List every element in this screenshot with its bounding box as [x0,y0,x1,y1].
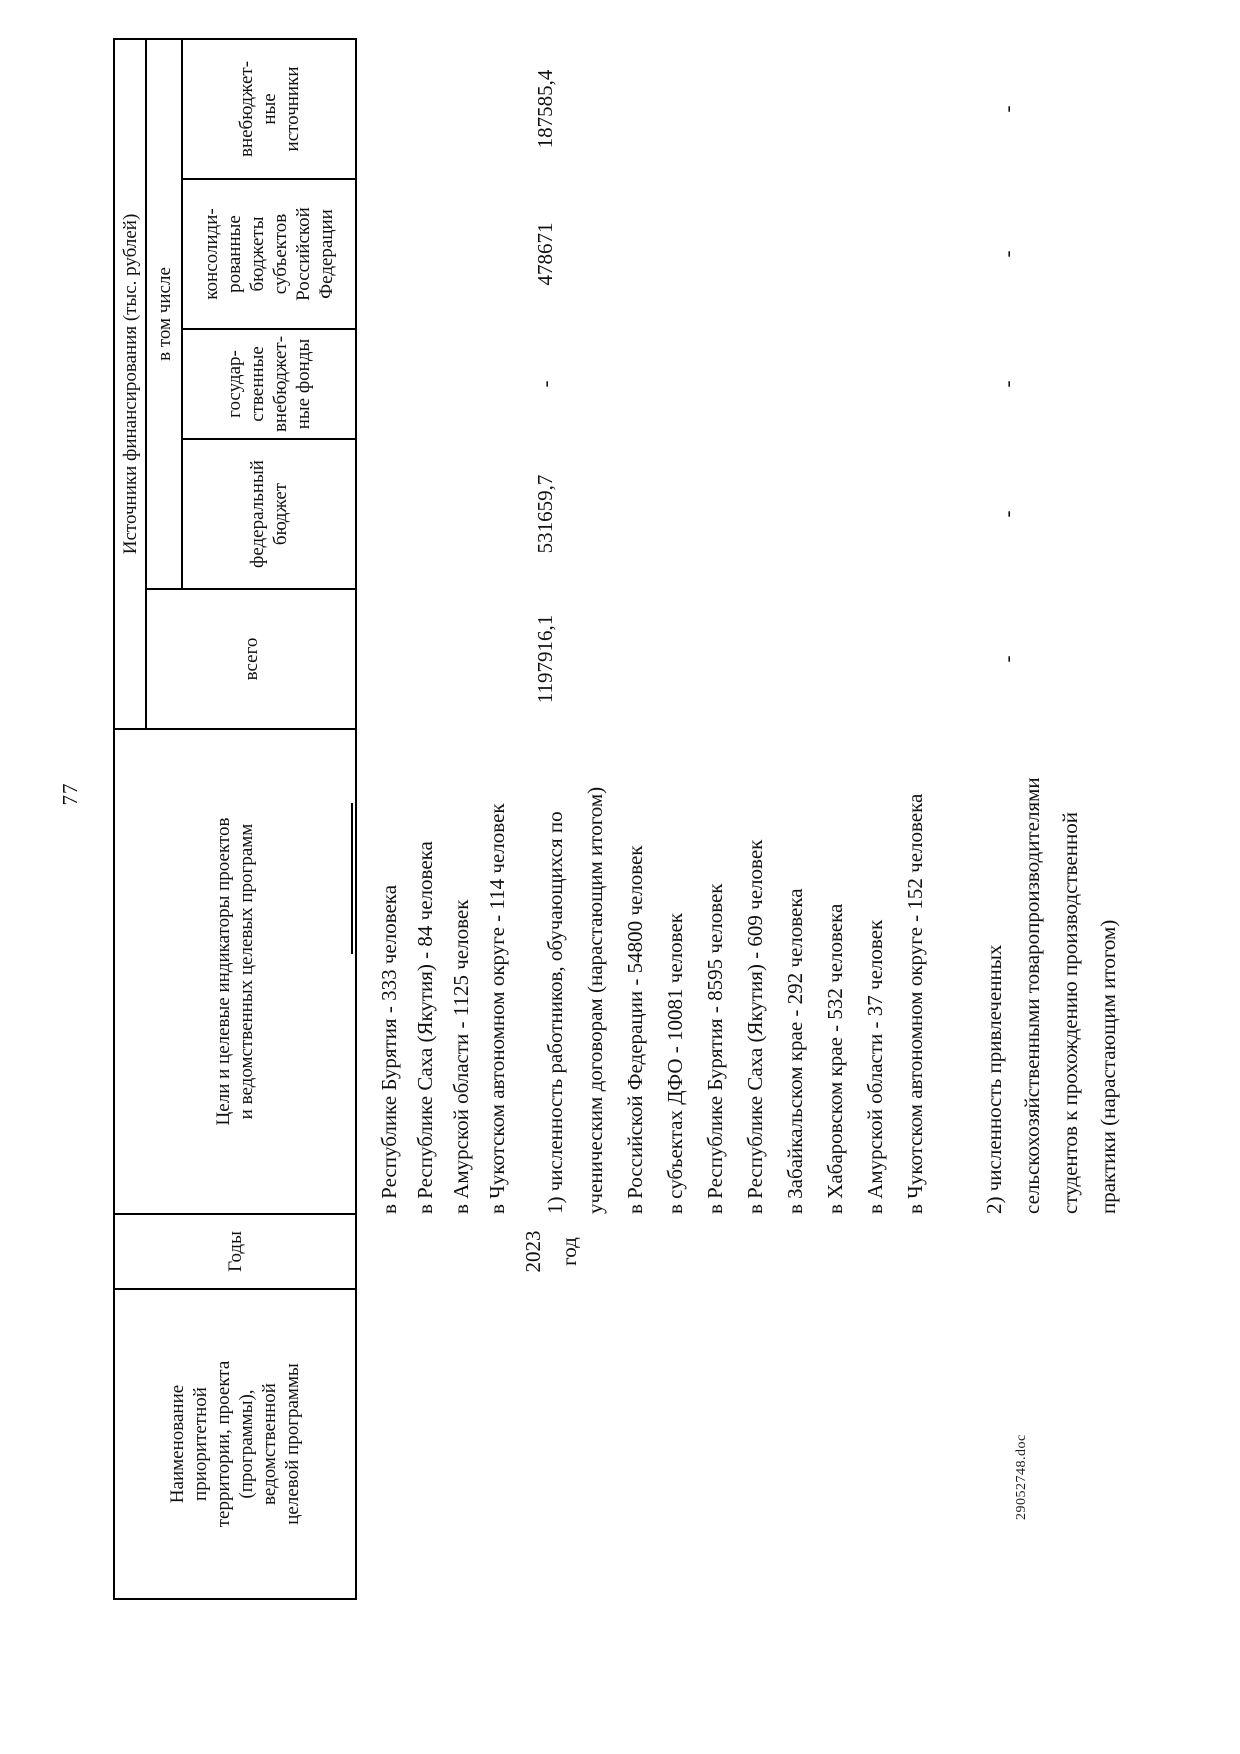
cell-consolidated: - [995,250,1019,258]
header-line: целевой программы [282,1363,303,1525]
col-header-years: Годы [114,1214,356,1289]
col-header-extrabudgetary-sources [182,39,356,179]
document-footer: 29052748.doc [1014,1434,1029,1520]
indicator-line: в Забайкальском крае - 292 человека [783,888,807,1214]
indicator-line: ученическим договорам (нарастающим итогом) [583,786,607,1214]
header-line: федеральный [247,460,268,568]
indicator-line: 2) численность привлеченных [982,944,1006,1214]
header-line: внебюджет- [235,60,257,158]
header-line: ведомственной [259,1383,280,1505]
col-header-name [114,1289,356,1599]
col-header-sources: Источники финансирования (тыс. рублей) [114,39,146,729]
cell-name [356,1289,515,1599]
indicator-line: в Российской Федерации - 54800 человек [623,845,647,1214]
indicator-line: в Республике Саха (Якутия) - 84 человека [413,841,437,1214]
header-line: Российской [293,207,314,301]
cell-years [515,1214,935,1289]
indicator-line: в Республике Бурятия - 8595 человек [703,883,727,1214]
cell-consolidated [356,179,515,329]
table-header [114,39,356,1599]
col-header-state-extrabudgetary-funds [182,329,356,439]
cell-state-funds [356,329,515,439]
cell-name [935,1289,1175,1599]
cell-federal [356,439,515,589]
page-number: 77 [58,782,82,806]
cell-goals [515,729,935,1214]
indicator-line: в Амурской области - 37 человек [863,919,887,1214]
cell-years [356,1214,515,1289]
cell-federal: 531659,7 [533,474,557,554]
header-line: приоритетной [190,1387,211,1501]
cell-federal: - [995,510,1019,518]
indicator-line: в Чукотском автономном округе - 152 человека [903,793,927,1214]
header-line: ные [258,93,280,125]
cell-total: - [995,655,1019,663]
header-line: бюджет [270,482,291,546]
cell-extrabudget: 187585,4 [533,69,557,149]
header-line: Федерации [316,209,337,299]
header-line: бюджеты [247,216,268,292]
col-header-consolidated-budgets [182,179,356,329]
header-line: и ведомственных целевых программ [236,823,257,1120]
header-line: субъектов [270,213,291,295]
col-header-including: в том числе [146,39,182,589]
table-row-metric2 [935,39,1175,1599]
indicator-line: практики (нарастающим итогом) [1096,919,1120,1214]
financing-table [113,38,1175,1600]
table-row-continuation [356,39,515,1599]
header-line: (программы), [236,1389,257,1499]
header-line: рованные [224,215,245,293]
header-line: консолиди- [201,208,222,300]
header-line: Цели и целевые индикаторы проектов [213,817,234,1126]
scan-artifact-row-divider [351,803,353,954]
indicator-line: в Республике Бурятия - 333 человека [377,884,401,1214]
indicator-line: 1) численность работников, обучающихся по [543,811,567,1214]
header-line: государ- [224,350,245,418]
indicator-line: в Республике Саха (Якутия) - 609 человек [743,839,767,1214]
cell-goals [935,729,1175,1214]
col-header-federal-budget [182,439,356,589]
header-line: источники [281,66,303,152]
cell-state-funds: - [533,380,557,388]
header-line: ные фонды [293,338,314,430]
indicator-line: сельскохозяйственными товаропроизводителями [1020,777,1044,1214]
cell-extrabudget: - [995,105,1019,113]
table-row-2023 [515,39,935,1599]
cell-total: 1197916,1 [533,614,557,704]
indicator-line: в Амурской области - 1125 человек [449,899,473,1214]
header-line: ственные [247,346,268,422]
col-header-goals [114,729,356,1214]
cell-extrabudget [356,39,515,179]
header-line: Наименование [167,1384,188,1504]
cell-state-funds: - [995,380,1019,388]
header-line: внебюджет- [270,335,291,433]
header-line: территории, проекта [213,1360,234,1528]
col-header-total: всего [146,589,356,729]
indicator-line: в Чукотском автономном округе - 114 человек [485,803,509,1214]
cell-name [515,1289,935,1599]
indicator-line: в субъектах ДФО - 10081 человек [663,913,687,1214]
cell-consolidated: 478671 [533,222,557,286]
cell-goals [356,729,515,1214]
year-line: год [557,1237,581,1266]
indicator-line: студентов к прохождению производственной [1058,812,1082,1214]
cell-years [935,1214,1175,1289]
cell-total [356,589,515,729]
year-line: 2023 [521,1230,545,1273]
indicator-line: в Хабаровском крае - 532 человека [823,903,847,1214]
